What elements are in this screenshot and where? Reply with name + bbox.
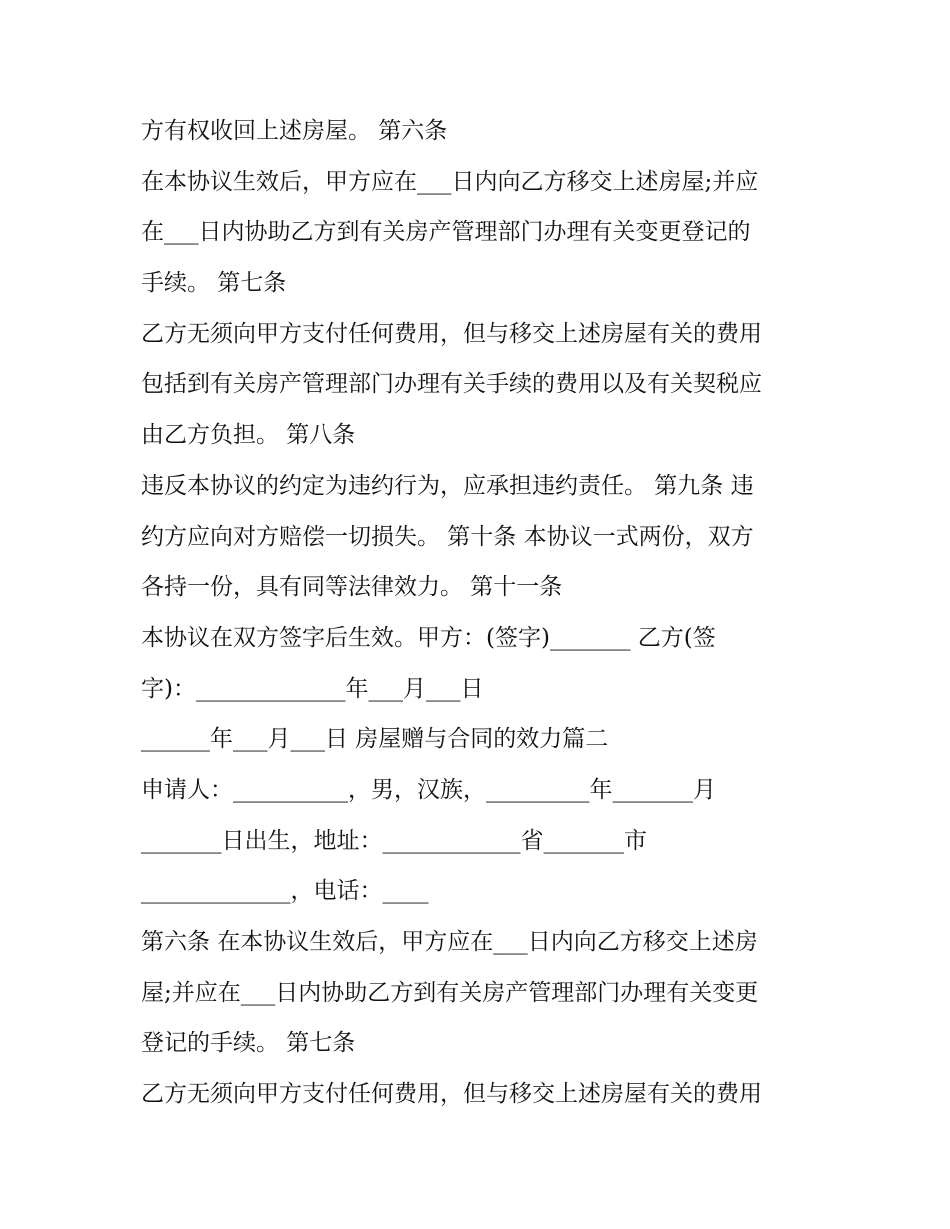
text-line: _______日出生，地址：____________省_______市 [141,827,647,854]
text-line: 约方应向对方赔偿一切损失。 第十条 本协议一式两份，双方 [141,523,754,550]
text-line: 手续。 第七条 [141,270,287,297]
document-body [141,106,821,1120]
text-line: 乙方无须向甲方支付任何费用，但与移交上述房屋有关的费用 [141,320,762,347]
text-line: 包括到有关房产管理部门办理有关手续的费用以及有关契税应 [141,371,762,398]
text-line: 第六条 在本协议生效后，甲方应在___日内向乙方移交上述房 [141,929,758,955]
text-line: 在本协议生效后，甲方应在___日内向乙方移交上述房屋;并应 [141,168,759,195]
text-line: 方有权收回上述房屋。 第六条 [141,118,448,144]
text-line: 由乙方负担。 第八条 [141,422,356,449]
text-line: _____________，电话：____ [141,878,429,905]
text-line: 本协议在双方签字后生效。甲方：(签字)_______ 乙方(签 [141,624,716,651]
text-line: 违反本协议的约定为违约行为，应承担违约责任。 第九条 违 [141,472,754,499]
text-line: 乙方无须向甲方支付任何费用，但与移交上述房屋有关的费用 [141,1081,762,1108]
text-line: 各持一份，具有同等法律效力。 第十一条 [141,574,563,601]
text-line: ______年___月___日 房屋赠与合同的效力篇二 [141,726,609,753]
text-line: 在___日内协助乙方到有关房产管理部门办理有关变更登记的 [141,219,751,246]
text-line: 屋;并应在___日内协助乙方到有关房产管理部门办理有关变更 [141,979,759,1006]
text-line: 字)：_____________年___月___日 [141,675,484,702]
text-line: 申请人：__________，男，汉族，_________年_______月 [141,776,716,803]
text-line: 登记的手续。 第七条 [141,1030,356,1057]
